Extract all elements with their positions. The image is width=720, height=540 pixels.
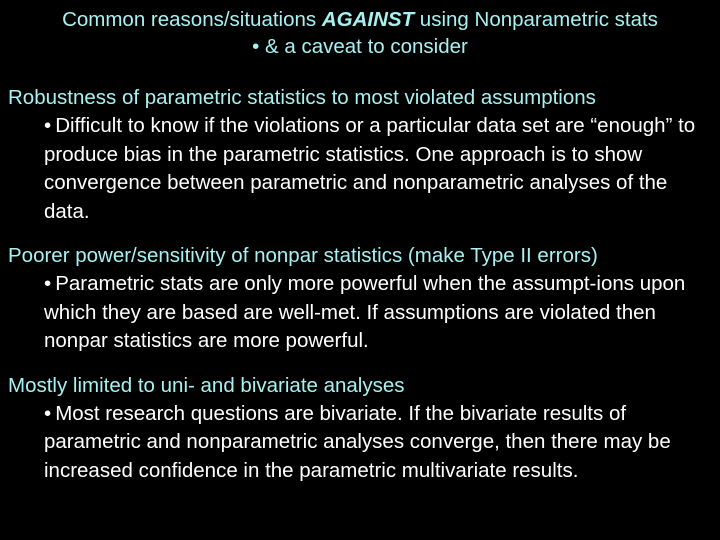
section-power [8, 242, 714, 356]
bullet-icon: • [44, 114, 52, 137]
bullet-item [44, 270, 714, 356]
title-text-before: Common reasons/situations [62, 8, 322, 31]
bullet-text: Most research questions are bivariate. If the bivariate results of parametric and nonparametric analyses converge, then there may be increased confidence in the parametric multivariate results. [44, 401, 671, 482]
title-line-2: • & a caveat to consider [252, 35, 468, 58]
title-text-after: using Nonparametric stats [414, 8, 658, 31]
bullet-icon: • [44, 401, 52, 425]
section-heading: Robustness of parametric statistics to most violated assumptions [8, 86, 596, 109]
title-emphasis: AGAINST [321, 8, 415, 31]
bullet-item [44, 400, 714, 486]
section-heading: Mostly limited to uni- and bivariate analyses [8, 373, 405, 397]
bullet-item [44, 112, 714, 226]
section-robustness [8, 84, 714, 226]
slide-content [8, 84, 714, 501]
bullet-text: Difficult to know if the violations or a particular data set are “enough” to produce bias in the parametric statistics. One approach is to show convergence between parametric and nonparametric analyses of the data. [44, 114, 696, 223]
section-limited-analyses [8, 372, 714, 486]
section-heading: Poorer power/sensitivity of nonpar statistics (make Type II errors) [8, 244, 598, 267]
bullet-icon: • [44, 272, 52, 295]
bullet-text: Parametric stats are only more powerful when the assumpt-ions upon which they are based are well-met. If assumptions are violated then nonpar statistics are more powerful. [44, 272, 686, 352]
title-line-1 [0, 6, 720, 33]
slide-title [0, 6, 720, 60]
